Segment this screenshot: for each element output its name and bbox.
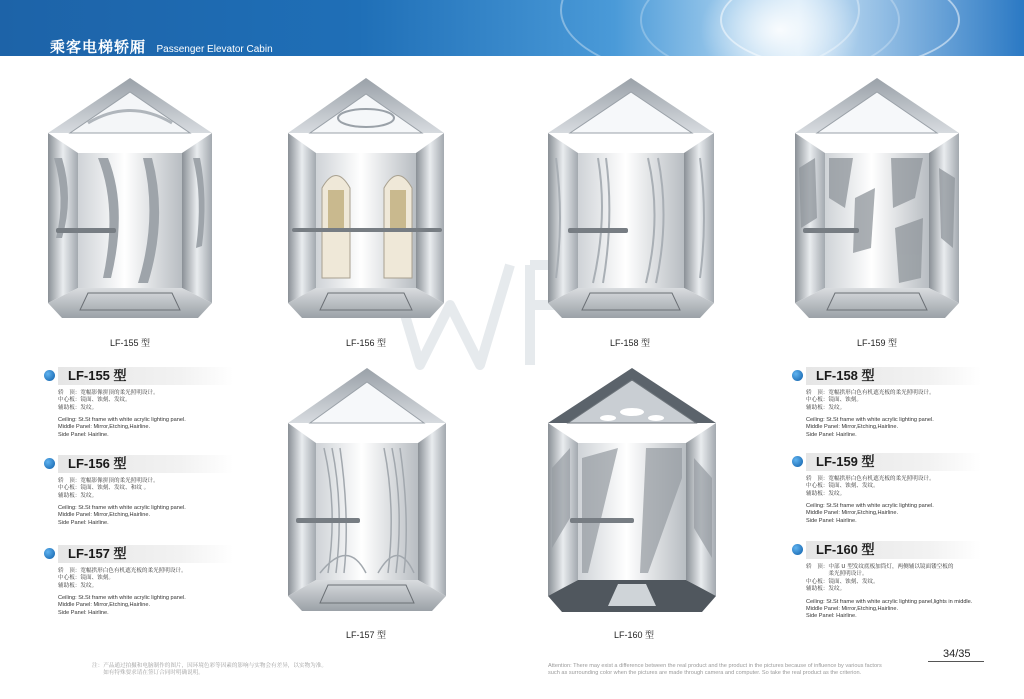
spec-title-bar	[806, 453, 981, 471]
spec-model-name: LF-155 型	[68, 368, 127, 383]
spec-model-name: LF-160 型	[816, 542, 875, 557]
right-wall	[684, 133, 714, 303]
spec-cn-line: 辅助板：发纹。	[806, 404, 846, 411]
page-number: 34/35	[943, 648, 971, 660]
cabin-caption-lf155: LF-155 型	[109, 338, 151, 348]
handrail	[296, 518, 360, 523]
spec-cn-line: 柔光照明设计。	[806, 571, 868, 578]
cabin-caption-lf160: LF-160 型	[613, 630, 655, 640]
spec-title-bar	[58, 367, 233, 385]
spec-model-name: LF-157 型	[68, 546, 127, 561]
cabin-lf155-svg	[48, 78, 212, 328]
spec-block-lf155	[58, 367, 258, 439]
left-wall	[288, 133, 316, 303]
cabin-lf156-svg	[288, 78, 444, 328]
downlight	[648, 415, 664, 421]
footnote-en	[548, 663, 882, 677]
spec-en-line: Side Panel: Hairline.	[58, 609, 109, 616]
spec-en-line: Ceiling: St.St frame with white acrylic lighting panel.	[58, 595, 186, 602]
cabin-lf158-svg	[548, 78, 714, 328]
spec-cn-line: 中心板：镜面、蚀刻、发纹。	[806, 483, 879, 490]
cabin-caption-lf158: LF-158 型	[609, 338, 651, 348]
footnote-cn-line: 如有特殊要求请在签订合同时明确说明。	[92, 670, 204, 676]
spec-cn-line: 轿 顶：宽幅拱形白色有机遮光板的柔光照明设计。	[58, 568, 187, 574]
bullet-dot-icon	[44, 548, 55, 559]
spec-title-bar	[58, 545, 233, 563]
poster-right	[390, 190, 406, 230]
bullet-dot-icon	[792, 544, 803, 555]
spec-block-lf159	[806, 453, 1006, 525]
spec-en-line: Side Panel: Hairline.	[806, 431, 857, 438]
cabin-illustration-lf156	[288, 78, 444, 328]
page-title	[50, 36, 273, 56]
cabin-caption-lf157: LF-157 型	[345, 630, 387, 640]
footnote-cn-line: 注：产品通过拍摄和电脑制作的图片，因环境色彩等因素的影响与实物会有差异，以实物为准。	[92, 663, 327, 669]
handrail	[570, 518, 634, 523]
page-title-en: Passenger Elevator Cabin	[156, 44, 273, 55]
page-number-underline	[928, 661, 984, 662]
back-wall	[78, 153, 182, 288]
cabin-lf157-svg	[288, 368, 446, 623]
spec-en-line: Middle Panel: Mirror,Etching,Hairline.	[806, 605, 899, 612]
cabin-illustration-lf159	[795, 78, 959, 328]
header-glow-decoration	[700, 0, 860, 56]
cabin-illustration-lf158	[548, 78, 714, 328]
spec-block-lf157	[58, 545, 258, 617]
bullet-dot-icon	[792, 456, 803, 467]
left-wall	[288, 423, 316, 596]
cabin-lf160-svg	[548, 368, 716, 626]
spec-cn-line: 中心板：镜面、蚀刻、发纹、和纹 。	[58, 485, 150, 492]
spec-cn-line: 辅助板：发纹。	[58, 404, 98, 411]
spec-cn-line: 辅助板：发纹。	[806, 490, 846, 497]
cabin-illustration-lf155	[48, 78, 212, 328]
spec-block-lf158	[806, 367, 1006, 439]
handrail	[803, 228, 859, 233]
spec-cn-line: 辅助板：发纹。	[58, 582, 98, 589]
spec-en-line: Middle Panel: Mirror,Etching,Hairline.	[58, 424, 151, 431]
spec-cn-line: 辅助板：发纹。	[806, 586, 846, 593]
poster-left	[328, 190, 344, 230]
spec-en-line: Side Panel: Hairline.	[806, 613, 857, 620]
spec-en-line: Side Panel: Hairline.	[58, 519, 109, 526]
footnote-cn	[92, 663, 327, 677]
spec-model-name: LF-159 型	[816, 454, 875, 469]
spec-en-line: Middle Panel: Mirror,Etching,Hairline.	[806, 510, 899, 517]
right-wall	[418, 423, 446, 596]
footnote-en-line: Attention: There may exist a difference between the real product and the product in the pictures because of influence by various factors	[548, 663, 882, 669]
spec-cn-line: 中心板：镜面、蚀刻。	[806, 397, 862, 404]
spec-cn-line: 轿 顶：宽幅影像拼顶的柔光照明设计。	[58, 478, 159, 484]
spec-block-lf156	[58, 455, 258, 527]
page-title-cn: 乘客电梯轿厢	[50, 38, 147, 56]
spec-cn-line: 轿 顶：宽幅拱形白色有机遮光板的柔光照明设计。	[806, 476, 935, 482]
spec-en-line: Side Panel: Hairline.	[806, 517, 857, 524]
spec-model-name: LF-156 型	[68, 456, 127, 471]
handrail	[568, 228, 628, 233]
spec-en-line: Middle Panel: Mirror,Etching,Hairline.	[58, 512, 151, 519]
page-header-banner	[0, 0, 1024, 56]
bullet-dot-icon	[44, 370, 55, 381]
spec-cn-line: 轿 顶：宽幅拱形白色有机遮光板的柔光照明设计。	[806, 390, 935, 396]
cabin-lf159-svg	[795, 78, 959, 328]
bullet-dot-icon	[792, 370, 803, 381]
bullet-dot-icon	[44, 458, 55, 469]
spec-cn-line: 轿 顶：宽幅影像拼顶的柔光照明设计。	[58, 390, 159, 396]
spec-block-lf160	[806, 541, 1006, 620]
spec-title-bar	[58, 455, 233, 473]
spec-en-line: Ceiling: St.St frame with white acrylic lighting panel.	[806, 417, 934, 424]
downlight	[620, 408, 644, 416]
spec-en-line: Ceiling: St.St frame with white acrylic lighting panel.	[58, 417, 186, 424]
spec-cn-line: 辅助板：发纹。	[58, 492, 98, 499]
cabin-illustration-lf157	[288, 368, 446, 623]
spec-en-line: Middle Panel: Mirror,Etching,Hairline.	[806, 424, 899, 431]
spec-en-line: Ceiling: St.St frame with white acrylic lighting panel,lights in middle.	[806, 598, 973, 605]
spec-en-line: Ceiling: St.St frame with white acrylic lighting panel.	[806, 503, 934, 510]
spec-title-bar	[806, 541, 981, 559]
cabin-caption-lf159: LF-159 型	[856, 338, 898, 348]
cabin-illustration-lf160	[548, 368, 716, 626]
spec-cn-line: 轿 顶：中部 U 型发纹底板加筒灯，两侧辅以镜面镂空板的	[806, 564, 954, 570]
handrail	[56, 228, 116, 233]
spec-en-line: Ceiling: St.St frame with white acrylic lighting panel.	[58, 505, 186, 512]
cabin-caption-lf156: LF-156 型	[345, 338, 387, 348]
spec-cn-line: 中心板：镜面、蚀刻、发纹。	[58, 397, 131, 404]
spec-cn-line: 中心板：镜面、蚀刻、发纹。	[806, 578, 879, 585]
spec-en-line: Side Panel: Hairline.	[58, 431, 109, 438]
left-wall	[548, 133, 578, 303]
handrail	[292, 228, 442, 232]
spec-title-bar	[806, 367, 981, 385]
spec-en-line: Middle Panel: Mirror,Etching,Hairline.	[58, 602, 151, 609]
right-wall	[416, 133, 444, 303]
spec-cn-line: 中心板：镜面、蚀刻。	[58, 575, 114, 582]
footnote-en-line: such as surrounding color when the pictures are made through camera and computer. So take the real product as the criterion.	[548, 670, 862, 676]
spec-model-name: LF-158 型	[816, 368, 875, 383]
downlight	[600, 415, 616, 421]
back-wall	[578, 153, 684, 288]
